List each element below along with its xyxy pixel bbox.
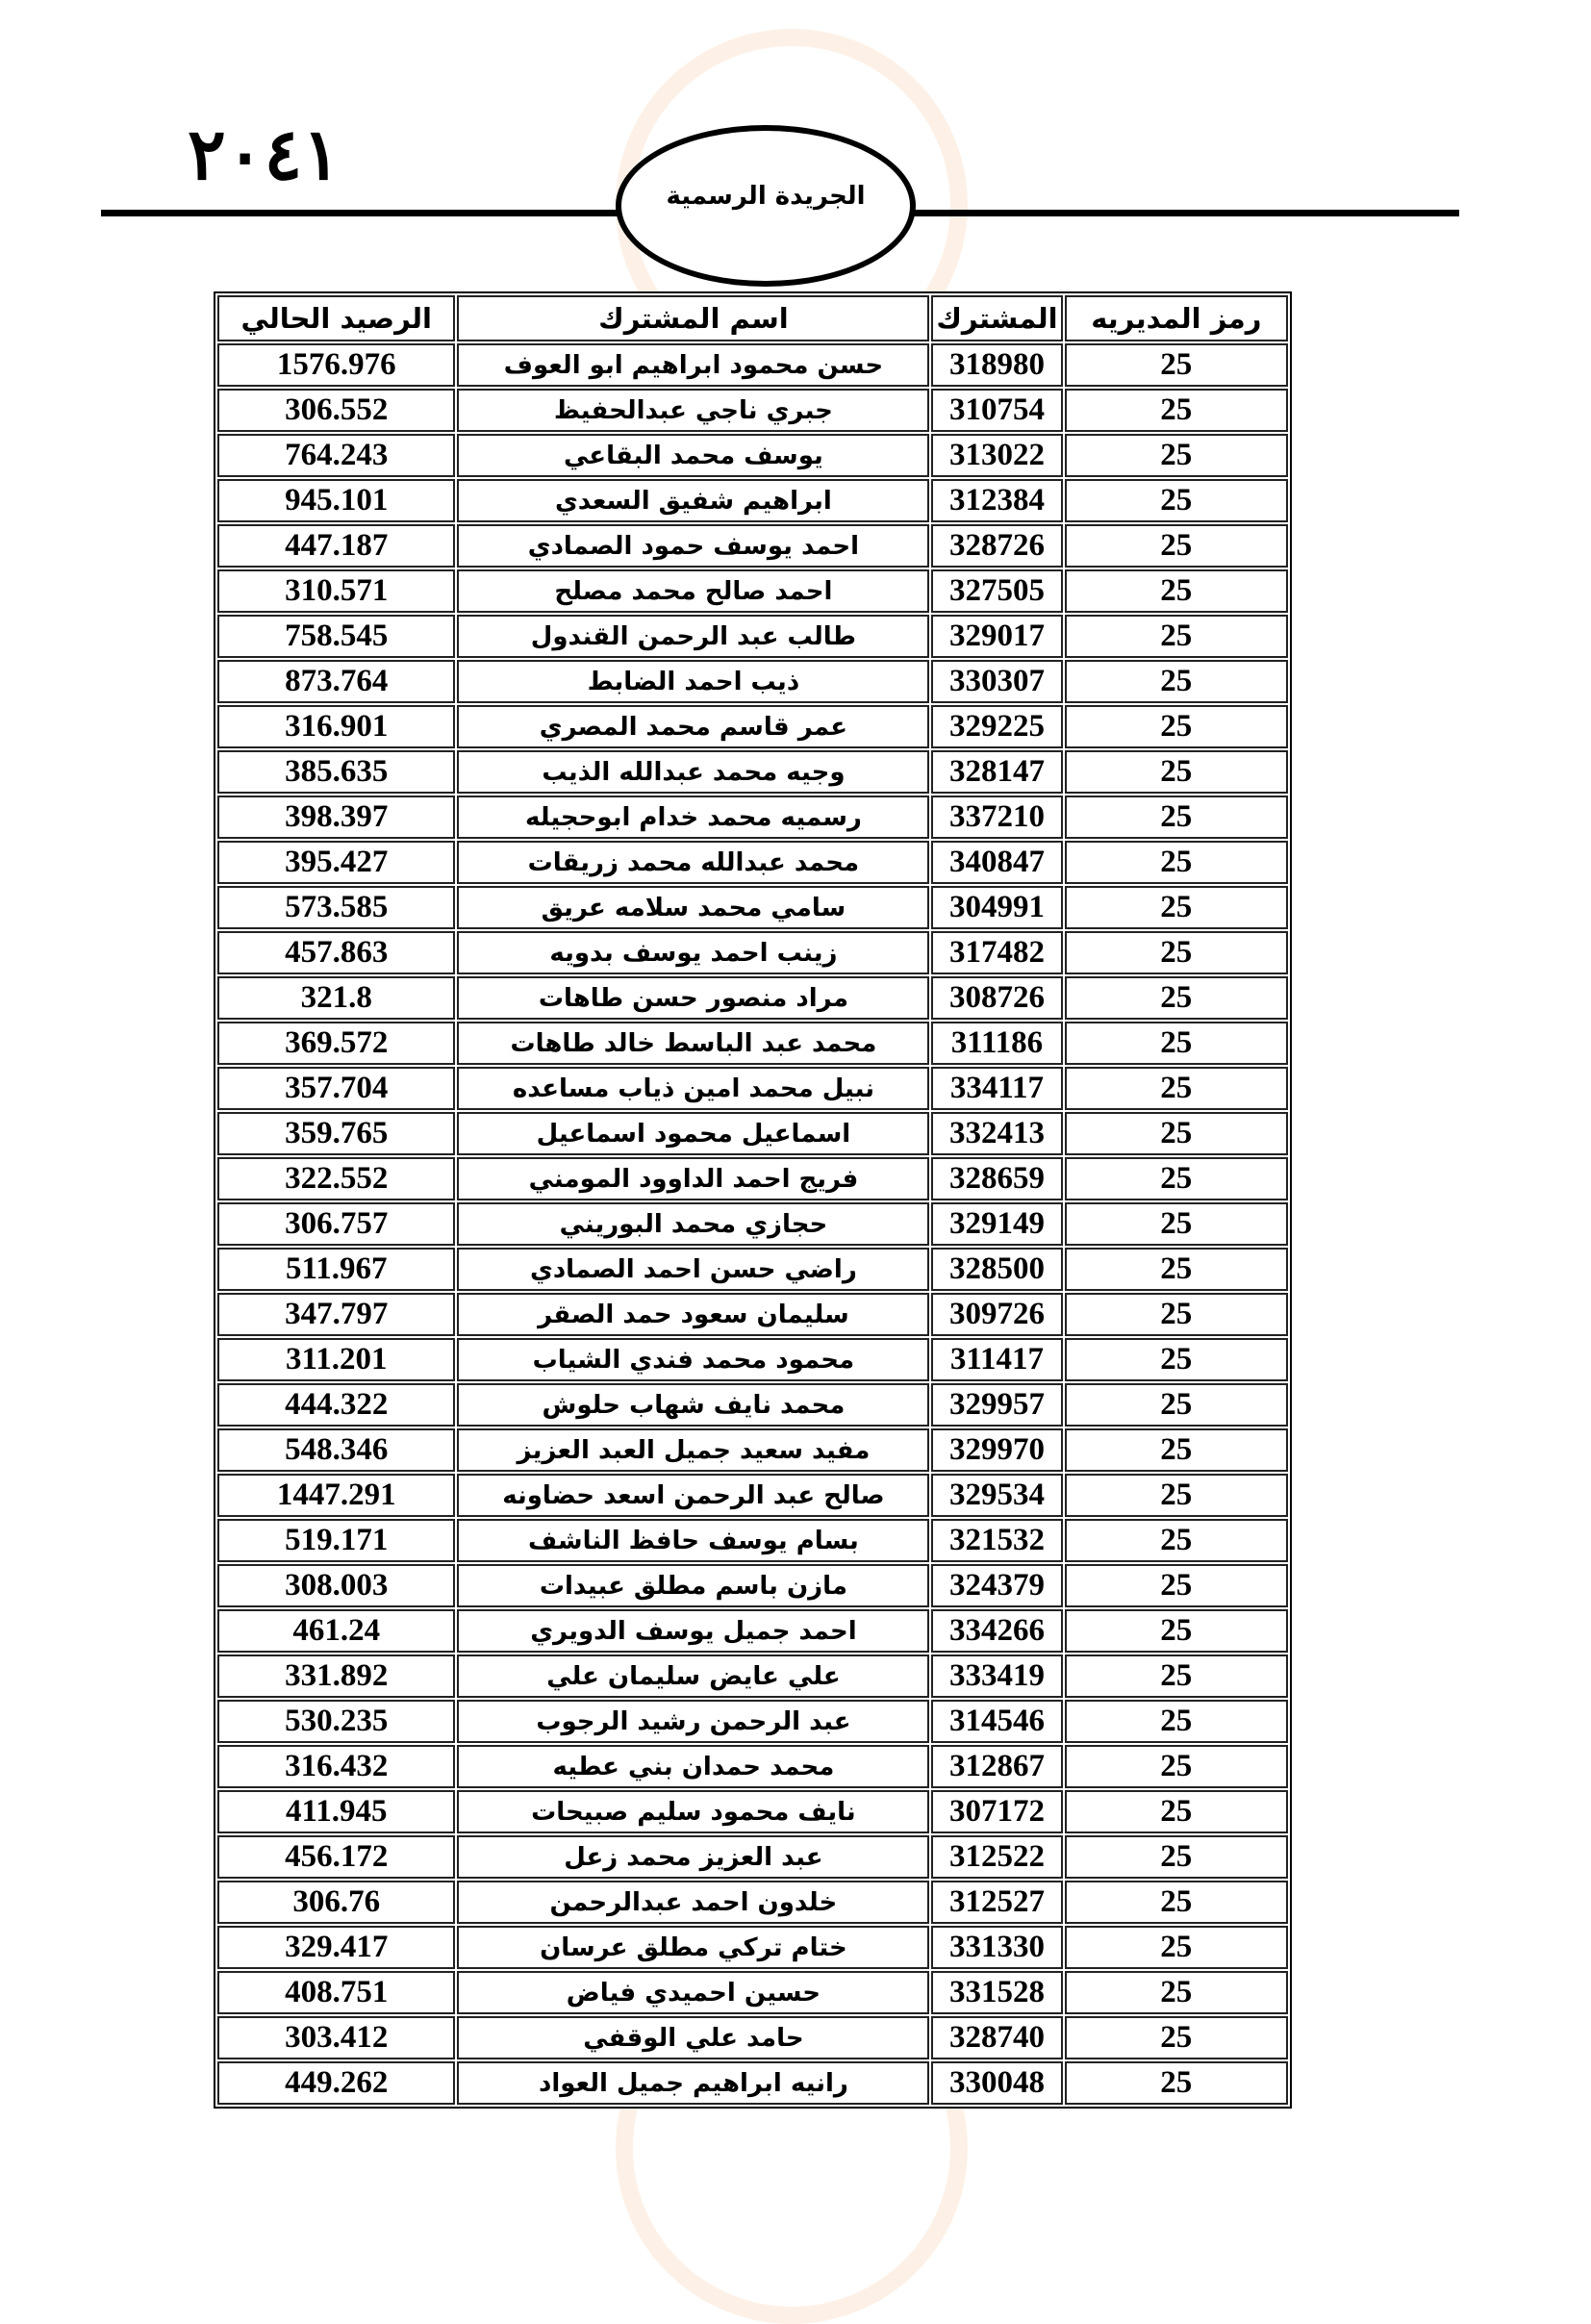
subscriber-id-cell: 329017 (931, 615, 1062, 658)
balance-cell: 548.346 (217, 1428, 455, 1472)
table-row (217, 1112, 1288, 1155)
table-row (217, 2016, 1288, 2059)
table-row (217, 705, 1288, 748)
subscriber-id-cell: 328659 (931, 1157, 1062, 1200)
balance-cell: 408.751 (217, 1971, 455, 2014)
balance-cell: 321.8 (217, 976, 455, 1020)
subscriber-name-cell: احمد جميل يوسف الدويري (457, 1609, 929, 1653)
subscriber-name-cell: ابراهيم شفيق السعدي (457, 479, 929, 522)
table-row (217, 1519, 1288, 1562)
directorate-code-cell: 25 (1065, 1926, 1288, 1969)
subscriber-id-cell: 331528 (931, 1971, 1062, 2014)
subscriber-name-cell: سامي محمد سلامه عريق (457, 886, 929, 929)
subscriber-id-cell: 334266 (931, 1609, 1062, 1653)
balance-cell: 310.571 (217, 569, 455, 613)
balance-cell: 456.172 (217, 1835, 455, 1879)
directorate-code-cell: 25 (1065, 1835, 1288, 1879)
subscriber-name-cell: مراد منصور حسن طاهات (457, 976, 929, 1020)
balance-cell: 511.967 (217, 1248, 455, 1291)
table-row (217, 615, 1288, 658)
table-row (217, 1655, 1288, 1698)
table-row (217, 796, 1288, 839)
subscriber-id-cell: 311186 (931, 1022, 1062, 1065)
balance-cell: 764.243 (217, 434, 455, 477)
directorate-code-cell: 25 (1065, 976, 1288, 1020)
balance-cell: 461.24 (217, 1609, 455, 1653)
balance-cell: 447.187 (217, 524, 455, 568)
subscriber-id-cell: 310754 (931, 389, 1062, 432)
balance-cell: 311.201 (217, 1338, 455, 1381)
publication-title: الجريدة الرسمية (666, 182, 866, 211)
subscriber-id-cell: 311417 (931, 1338, 1062, 1381)
table-row (217, 931, 1288, 974)
directorate-code-cell: 25 (1065, 796, 1288, 839)
table-row (217, 1745, 1288, 1788)
subscriber-name-cell: مفيد سعيد جميل العبد العزيز (457, 1428, 929, 1472)
subscriber-id-cell: 324379 (931, 1564, 1062, 1607)
subscriber-id-cell: 330048 (931, 2061, 1062, 2105)
directorate-code-cell: 25 (1065, 1881, 1288, 1924)
table-header-row (217, 295, 1288, 341)
table-row (217, 389, 1288, 432)
table-row (217, 1157, 1288, 1200)
table-row (217, 1926, 1288, 1969)
page-number: ٢٠٤١ (188, 114, 341, 196)
directorate-code-cell: 25 (1065, 1248, 1288, 1291)
table-row (217, 1881, 1288, 1924)
subscriber-name-cell: نايف محمود سليم صبيحات (457, 1790, 929, 1833)
directorate-code-cell: 25 (1065, 434, 1288, 477)
table-row (217, 1383, 1288, 1427)
directorate-code-cell: 25 (1065, 1157, 1288, 1200)
table-row (217, 2061, 1288, 2105)
subscriber-name-cell: محمد عبدالله محمد زريقات (457, 841, 929, 884)
directorate-code-cell: 25 (1065, 750, 1288, 794)
directorate-code-cell: 25 (1065, 1474, 1288, 1517)
subscriber-name-cell: محمد عبد الباسط خالد طاهات (457, 1022, 929, 1065)
subscriber-name-cell: حامد علي الوقفي (457, 2016, 929, 2059)
balance-cell: 359.765 (217, 1112, 455, 1155)
subscriber-id-cell: 328740 (931, 2016, 1062, 2059)
subscriber-name-cell: جبري ناجي عبدالحفيظ (457, 389, 929, 432)
balance-cell: 398.397 (217, 796, 455, 839)
table-row (217, 1293, 1288, 1336)
table-row (217, 976, 1288, 1020)
balance-cell: 519.171 (217, 1519, 455, 1562)
subscriber-name-cell: حجازي محمد البوريني (457, 1202, 929, 1246)
directorate-code-cell: 25 (1065, 2061, 1288, 2105)
directorate-code-cell: 25 (1065, 1338, 1288, 1381)
subscriber-id-cell: 334117 (931, 1067, 1062, 1110)
balance-cell: 1576.976 (217, 343, 455, 387)
col-header-current-balance: الرصيد الحالي (217, 295, 455, 341)
subscriber-name-cell: مازن باسم مطلق عبيدات (457, 1564, 929, 1607)
subscriber-id-cell: 312384 (931, 479, 1062, 522)
subscriber-id-cell: 312527 (931, 1881, 1062, 1924)
directorate-code-cell: 25 (1065, 931, 1288, 974)
table-row (217, 434, 1288, 477)
subscriber-id-cell: 330307 (931, 660, 1062, 703)
directorate-code-cell: 25 (1065, 1383, 1288, 1427)
table-row (217, 841, 1288, 884)
balance-cell: 331.892 (217, 1655, 455, 1698)
subscriber-name-cell: احمد صالح محمد مصلح (457, 569, 929, 613)
balance-cell: 444.322 (217, 1383, 455, 1427)
subscriber-name-cell: فريج احمد الداوود المومني (457, 1157, 929, 1200)
table-row (217, 1474, 1288, 1517)
subscriber-id-cell: 327505 (931, 569, 1062, 613)
col-header-subscriber-id: المشترك (931, 295, 1062, 341)
subscriber-name-cell: خلدون احمد عبدالرحمن (457, 1881, 929, 1924)
subscriber-name-cell: علي عايض سليمان علي (457, 1655, 929, 1698)
balance-cell: 573.585 (217, 886, 455, 929)
subscriber-name-cell: سليمان سعود حمد الصقر (457, 1293, 929, 1336)
balance-cell: 306.76 (217, 1881, 455, 1924)
subscriber-name-cell: نبيل محمد امين ذياب مساعده (457, 1067, 929, 1110)
subscriber-id-cell: 328500 (931, 1248, 1062, 1291)
balance-cell: 758.545 (217, 615, 455, 658)
subscriber-id-cell: 331330 (931, 1926, 1062, 1969)
subscriber-name-cell: رانيه ابراهيم جميل العواد (457, 2061, 929, 2105)
table-row (217, 479, 1288, 522)
subscriber-id-cell: 328147 (931, 750, 1062, 794)
subscriber-name-cell: محمود محمد فندي الشياب (457, 1338, 929, 1381)
balance-cell: 449.262 (217, 2061, 455, 2105)
subscriber-name-cell: ختام تركي مطلق عرسان (457, 1926, 929, 1969)
balance-cell: 316.432 (217, 1745, 455, 1788)
subscriber-id-cell: 332413 (931, 1112, 1062, 1155)
balance-cell: 329.417 (217, 1926, 455, 1969)
subscriber-name-cell: زينب احمد يوسف بدويه (457, 931, 929, 974)
subscriber-name-cell: طالب عبد الرحمن القندول (457, 615, 929, 658)
table-row (217, 1700, 1288, 1743)
table-row (217, 524, 1288, 568)
balance-cell: 303.412 (217, 2016, 455, 2059)
directorate-code-cell: 25 (1065, 886, 1288, 929)
table-row (217, 1609, 1288, 1653)
directorate-code-cell: 25 (1065, 1022, 1288, 1065)
subscriber-name-cell: بسام يوسف حافظ الناشف (457, 1519, 929, 1562)
subscriber-id-cell: 333419 (931, 1655, 1062, 1698)
subscriber-id-cell: 329149 (931, 1202, 1062, 1246)
subscriber-id-cell: 329957 (931, 1383, 1062, 1427)
table-row (217, 1067, 1288, 1110)
subscriber-id-cell: 328726 (931, 524, 1062, 568)
subscriber-name-cell: وجيه محمد عبدالله الذيب (457, 750, 929, 794)
subscriber-id-cell: 317482 (931, 931, 1062, 974)
subscriber-name-cell: صالح عبد الرحمن اسعد حضاونه (457, 1474, 929, 1517)
table-row (217, 1428, 1288, 1472)
balance-cell: 308.003 (217, 1564, 455, 1607)
directorate-code-cell: 25 (1065, 389, 1288, 432)
table-row (217, 1835, 1288, 1879)
subscriber-id-cell: 312522 (931, 1835, 1062, 1879)
balance-cell: 322.552 (217, 1157, 455, 1200)
table-row (217, 1971, 1288, 2014)
balance-cell: 306.757 (217, 1202, 455, 1246)
balance-cell: 385.635 (217, 750, 455, 794)
directorate-code-cell: 25 (1065, 1700, 1288, 1743)
directorate-code-cell: 25 (1065, 1609, 1288, 1653)
table-row (217, 343, 1288, 387)
directorate-code-cell: 25 (1065, 1655, 1288, 1698)
balance-cell: 347.797 (217, 1293, 455, 1336)
directorate-code-cell: 25 (1065, 479, 1288, 522)
publication-emblem (616, 125, 916, 287)
subscribers-table (214, 291, 1292, 2109)
table-row (217, 886, 1288, 929)
directorate-code-cell: 25 (1065, 524, 1288, 568)
balance-cell: 357.704 (217, 1067, 455, 1110)
subscriber-name-cell: عبد الرحمن رشيد الرجوب (457, 1700, 929, 1743)
subscriber-id-cell: 329534 (931, 1474, 1062, 1517)
subscriber-name-cell: محمد نايف شهاب حلوش (457, 1383, 929, 1427)
subscriber-id-cell: 337210 (931, 796, 1062, 839)
subscriber-name-cell: راضي حسن احمد الصمادي (457, 1248, 929, 1291)
directorate-code-cell: 25 (1065, 2016, 1288, 2059)
subscriber-name-cell: احمد يوسف حمود الصمادي (457, 524, 929, 568)
balance-cell: 945.101 (217, 479, 455, 522)
directorate-code-cell: 25 (1065, 569, 1288, 613)
balance-cell: 457.863 (217, 931, 455, 974)
directorate-code-cell: 25 (1065, 1971, 1288, 2014)
subscriber-id-cell: 312867 (931, 1745, 1062, 1788)
directorate-code-cell: 25 (1065, 1067, 1288, 1110)
balance-cell: 530.235 (217, 1700, 455, 1743)
subscriber-id-cell: 329970 (931, 1428, 1062, 1472)
subscriber-name-cell: عبد العزيز محمد زعل (457, 1835, 929, 1879)
balance-cell: 1447.291 (217, 1474, 455, 1517)
table-row (217, 569, 1288, 613)
balance-cell: 873.764 (217, 660, 455, 703)
directorate-code-cell: 25 (1065, 1202, 1288, 1246)
balance-cell: 395.427 (217, 841, 455, 884)
subscriber-id-cell: 308726 (931, 976, 1062, 1020)
table-row (217, 1564, 1288, 1607)
directorate-code-cell: 25 (1065, 660, 1288, 703)
table-row (217, 1202, 1288, 1246)
subscriber-id-cell: 318980 (931, 343, 1062, 387)
table-row (217, 660, 1288, 703)
directorate-code-cell: 25 (1065, 343, 1288, 387)
subscriber-id-cell: 314546 (931, 1700, 1062, 1743)
balance-cell: 369.572 (217, 1022, 455, 1065)
subscriber-id-cell: 321532 (931, 1519, 1062, 1562)
directorate-code-cell: 25 (1065, 841, 1288, 884)
balance-cell: 306.552 (217, 389, 455, 432)
subscriber-name-cell: حسين احميدي فياض (457, 1971, 929, 2014)
directorate-code-cell: 25 (1065, 1745, 1288, 1788)
subscriber-name-cell: اسماعيل محمود اسماعيل (457, 1112, 929, 1155)
subscriber-id-cell: 307172 (931, 1790, 1062, 1833)
directorate-code-cell: 25 (1065, 1112, 1288, 1155)
directorate-code-cell: 25 (1065, 1428, 1288, 1472)
table-row (217, 1248, 1288, 1291)
subscriber-name-cell: ذيب احمد الضابط (457, 660, 929, 703)
directorate-code-cell: 25 (1065, 615, 1288, 658)
table-row (217, 1338, 1288, 1381)
directorate-code-cell: 25 (1065, 705, 1288, 748)
subscriber-id-cell: 340847 (931, 841, 1062, 884)
subscriber-name-cell: عمر قاسم محمد المصري (457, 705, 929, 748)
subscriber-name-cell: حسن محمود ابراهيم ابو العوف (457, 343, 929, 387)
balance-cell: 316.901 (217, 705, 455, 748)
subscriber-name-cell: محمد حمدان بني عطيه (457, 1745, 929, 1788)
subscriber-id-cell: 329225 (931, 705, 1062, 748)
subscriber-name-cell: يوسف محمد البقاعي (457, 434, 929, 477)
col-header-directorate-code: رمز المديريه (1065, 295, 1288, 341)
table-row (217, 1022, 1288, 1065)
subscriber-name-cell: رسميه محمد خدام ابوحجيله (457, 796, 929, 839)
col-header-subscriber-name: اسم المشترك (457, 295, 929, 341)
table-row (217, 1790, 1288, 1833)
subscriber-id-cell: 304991 (931, 886, 1062, 929)
subscriber-id-cell: 309726 (931, 1293, 1062, 1336)
directorate-code-cell: 25 (1065, 1564, 1288, 1607)
directorate-code-cell: 25 (1065, 1293, 1288, 1336)
balance-cell: 411.945 (217, 1790, 455, 1833)
subscriber-id-cell: 313022 (931, 434, 1062, 477)
table-row (217, 750, 1288, 794)
directorate-code-cell: 25 (1065, 1790, 1288, 1833)
directorate-code-cell: 25 (1065, 1519, 1288, 1562)
